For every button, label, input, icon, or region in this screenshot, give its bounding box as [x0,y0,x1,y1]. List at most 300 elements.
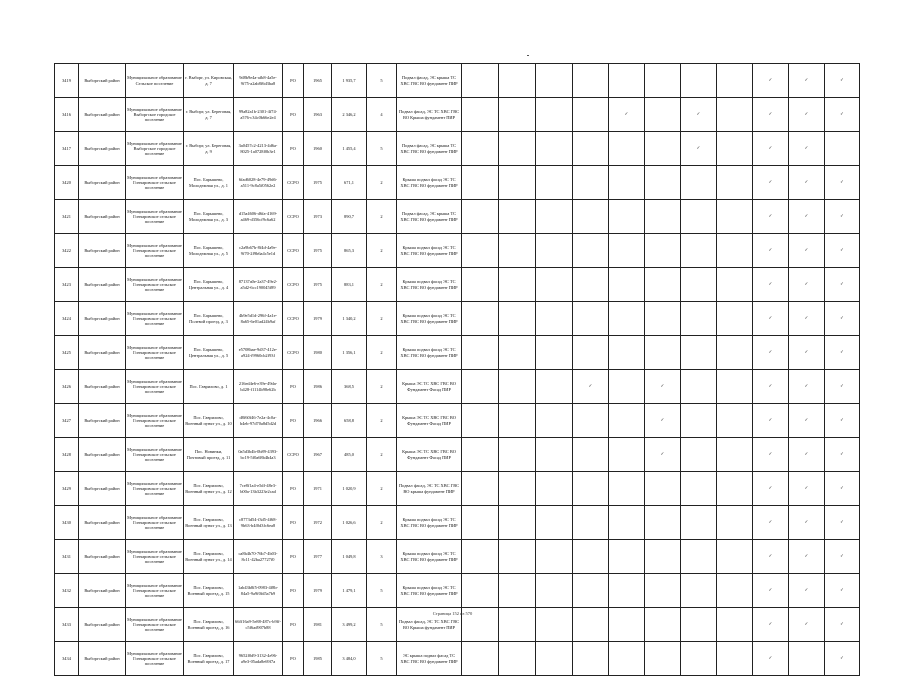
work-cell-9 [753,132,789,166]
address: Пос. Гаврилово, Военный проезд, д. 17 [184,642,234,676]
floors: 5 [367,132,397,166]
build-year: 1973 [304,200,332,234]
checkmark-icon: ✓ [768,247,773,253]
floors: 2 [367,234,397,268]
work-cell-5 [609,472,645,506]
checkmark-icon: ✓ [804,485,809,491]
checkmark-icon: ✓ [624,111,629,117]
work-cell-7 [681,370,717,404]
work-cell-7 [681,268,717,302]
owner: Муниципальное образование Гончаровское сельское поселение [126,234,184,268]
checkmark-icon: ✓ [768,213,773,219]
checkmark-icon: ✓ [696,145,701,151]
work-cell-8 [717,438,753,472]
table-row [55,200,860,234]
work-cell-9 [753,540,789,574]
owner: Муниципальное образование Гончаровское сельское поселение [126,642,184,676]
table-row [55,540,860,574]
checkmark-icon: ✓ [804,519,809,525]
building-guid: c2a9b67b-8f4d-4a9e-9f70-2f9b6a4c5e1d [234,234,283,268]
floors: 2 [367,302,397,336]
building-guid: e5708bae-9d37-412e-a924-f9960cb2f93f [234,336,283,370]
work-cell-5 [609,404,645,438]
district: Выборгский район [79,200,126,234]
checkmark-icon: ✓ [588,383,593,389]
work-cell-6 [645,200,681,234]
work-cell-6 [645,506,681,540]
floors: 3 [367,540,397,574]
checkmark-icon: ✓ [804,111,809,117]
work-cell-4 [573,200,609,234]
work-cell-2 [499,438,536,472]
work-cell-5 [609,166,645,200]
work-cell-11 [825,574,860,608]
work-cell-5 [609,438,645,472]
work-cell-10 [789,200,825,234]
checkmark-icon: ✓ [804,179,809,185]
district: Выборгский район [79,64,126,98]
work-cell-8 [717,234,753,268]
floors: 5 [367,64,397,98]
owner: Муниципальное образование Гончаровское сельское поселение [126,438,184,472]
build-year: 1975 [304,234,332,268]
work-cell-5 [609,200,645,234]
work-cell-2 [499,98,536,132]
checkmark-icon: ✓ [768,553,773,559]
area: 1 340,2 [332,302,367,336]
work-cell-3 [536,234,573,268]
work-cell-8 [717,540,753,574]
building-type: РО [283,132,304,166]
planned-works: Крыша подвал фасад ЭС ТС ХВС ГВС ВО фундамент ПИР [397,166,462,200]
area: 658,8 [332,404,367,438]
address: г. Выборг, ул. Береговая, д. 7 [184,98,234,132]
checkmark-icon: ✓ [660,417,665,423]
work-cell-1 [462,438,499,472]
work-cell-2 [499,370,536,404]
work-cell-10 [789,64,825,98]
building-guid: c8773d54-f3d5-4f68-9b63-b4f0d3fc6ea8 [234,506,283,540]
work-cell-1 [462,302,499,336]
work-cell-3 [536,166,573,200]
work-cell-2 [499,268,536,302]
address: Пос. Барышево, Центральная ул., д. 5 [184,336,234,370]
work-cell-2 [499,336,536,370]
row-number: 3426 [55,370,79,404]
work-cell-7 [681,438,717,472]
owner: Муниципальное образование Гончаровское сельское поселение [126,302,184,336]
work-cell-4 [573,132,609,166]
table-row [55,404,860,438]
work-cell-6 [645,574,681,608]
build-year: 1975 [304,268,332,302]
district: Выборгский район [79,132,126,166]
checkmark-icon: ✓ [804,553,809,559]
checkmark-icon: ✓ [768,383,773,389]
work-cell-9 [753,302,789,336]
build-year: 1981 [304,608,332,642]
row-number: 3424 [55,302,79,336]
area: 1 455,4 [332,132,367,166]
work-cell-8 [717,370,753,404]
work-cell-3 [536,132,573,166]
work-cell-10 [789,472,825,506]
work-cell-6 [645,234,681,268]
work-cell-2 [499,302,536,336]
build-year: 1977 [304,540,332,574]
work-cell-2 [499,506,536,540]
work-cell-4 [573,540,609,574]
district: Выборгский район [79,268,126,302]
work-cell-9 [753,438,789,472]
district: Выборгский район [79,234,126,268]
address: Пос. Барышево, Молодежная ул., д. 5 [184,234,234,268]
work-cell-5 [609,98,645,132]
row-number: 3419 [55,64,79,98]
district: Выборгский район [79,98,126,132]
work-cell-1 [462,506,499,540]
address: Пос. Гаврилово, Военный пункт ул., д. 14 [184,540,234,574]
building-type: РО [283,608,304,642]
checkmark-icon: ✓ [840,383,844,389]
work-cell-2 [499,200,536,234]
floors: 2 [367,200,397,234]
work-cell-3 [536,64,573,98]
work-cell-4 [573,438,609,472]
work-cell-2 [499,540,536,574]
checkmark-icon: ✓ [804,383,809,389]
building-guid: 99a82a1b-2301-4f74-a576-c34c0b66e2e4 [234,98,283,132]
district: Выборгский район [79,608,126,642]
work-cell-9 [753,64,789,98]
work-cell-4 [573,98,609,132]
address: Пос. Гаврилово, Военный проезд, д. 16 [184,608,234,642]
checkmark-icon: ✓ [768,519,773,525]
owner: Муниципальное образование Гончаровское сельское поселение [126,370,184,404]
area: 3 499,2 [332,608,367,642]
work-cell-8 [717,98,753,132]
work-cell-1 [462,234,499,268]
checkmark-icon: ✓ [840,587,844,593]
work-cell-11 [825,64,860,98]
building-type: ССРО [283,336,304,370]
address: Пос. Новинки, Почтовый проезд, д. 11 [184,438,234,472]
address: Пос. Барышево, Молодежная ул., д. 1 [184,166,234,200]
area: 865,3 [332,234,367,268]
work-cell-5 [609,506,645,540]
work-cell-2 [499,234,536,268]
work-cell-10 [789,132,825,166]
work-cell-7 [681,642,717,676]
work-cell-3 [536,268,573,302]
work-cell-6 [645,642,681,676]
work-cell-3 [536,98,573,132]
table-row [55,642,860,676]
row-number: 3417 [55,132,79,166]
table-row [55,132,860,166]
work-cell-10 [789,642,825,676]
build-year: 1966 [304,404,332,438]
building-guid: d15a4606-d6fa-4169-a469-d356cf9c6a62 [234,200,283,234]
work-cell-10 [789,234,825,268]
row-number: 3433 [55,608,79,642]
table-row [55,302,860,336]
building-type: ССРО [283,302,304,336]
build-year: 1975 [304,166,332,200]
work-cell-1 [462,200,499,234]
checkmark-icon: ✓ [768,587,773,593]
work-cell-3 [536,642,573,676]
work-cell-8 [717,132,753,166]
planned-works: Крыша ЭС ТС ХВС ГВС ВО Фундамент Фасад ПИР [397,438,462,472]
checkmark-icon: ✓ [768,417,773,423]
building-type: РО [283,472,304,506]
address: Пос. Гаврилово, Военный пункт ул., д. 13 [184,506,234,540]
floors: 5 [367,642,397,676]
planned-works: Крыша ЭС ТС ХВС ГВС ВО Фундамент Фасад ПИР [397,370,462,404]
row-number: 3427 [55,404,79,438]
checkmark-icon: ✓ [804,281,809,287]
checkmark-icon: ✓ [768,281,773,287]
work-cell-7 [681,200,717,234]
work-cell-9 [753,574,789,608]
work-cell-11 [825,472,860,506]
building-type: ССРО [283,166,304,200]
area: 671,1 [332,166,367,200]
row-number: 3432 [55,574,79,608]
district: Выборгский район [79,438,126,472]
work-cell-11 [825,268,860,302]
planned-works: ЭС крыша подвал фасад ТС ХВС ГВС ВО фундамент ПИР [397,642,462,676]
build-year: 1967 [304,438,332,472]
checkmark-icon: ✓ [840,77,844,83]
work-cell-4 [573,302,609,336]
building-type: РО [283,506,304,540]
work-cell-2 [499,404,536,438]
work-cell-2 [499,166,536,200]
work-cell-11 [825,166,860,200]
checkmark-icon: ✓ [840,417,844,423]
work-cell-4 [573,64,609,98]
checkmark-icon: ✓ [804,417,809,423]
work-cell-10 [789,336,825,370]
checkmark-icon: ✓ [660,451,665,457]
work-cell-9 [753,268,789,302]
row-number: 3430 [55,506,79,540]
work-cell-6 [645,438,681,472]
owner: Муниципальное образование Гончаровское сельское поселение [126,336,184,370]
work-cell-7 [681,336,717,370]
build-year: 1971 [304,472,332,506]
floors: 2 [367,336,397,370]
work-cell-6 [645,540,681,574]
owner: Муниципальное образование Выборгское городское поселение [126,98,184,132]
work-cell-1 [462,132,499,166]
building-guid: 1ab43b8f5-0983-4f8b-84a5-9a9f0fd5a7b9 [234,574,283,608]
checkmark-icon: ✓ [804,349,809,355]
work-cell-6 [645,268,681,302]
owner: Муниципальное образование Гончаровское сельское поселение [126,540,184,574]
work-cell-3 [536,506,573,540]
work-cell-1 [462,98,499,132]
work-cell-10 [789,166,825,200]
checkmark-icon: ✓ [768,315,773,321]
row-number: 3416 [55,98,79,132]
work-cell-10 [789,268,825,302]
address: г. Выборг, ул. Береговая, д. 9 [184,132,234,166]
building-guid: 87137a0e-2a37-49e2-a5d2-6cc190045f89 [234,268,283,302]
district: Выборгский район [79,336,126,370]
owner: Муниципальное образование Гончаровское сельское поселение [126,506,184,540]
work-cell-11 [825,438,860,472]
table-body [55,64,860,676]
work-cell-5 [609,540,645,574]
building-guid: 66ff16a9-5e88-487c-b9ff-c5f6ad907b88 [234,608,283,642]
work-cell-6 [645,132,681,166]
row-number: 3428 [55,438,79,472]
area: 1 049,8 [332,540,367,574]
work-cell-6 [645,370,681,404]
work-cell-1 [462,166,499,200]
work-cell-8 [717,642,753,676]
planned-works: Крыша подвал фасад ЭС ТС ХВС ГВС ВО фундамент ПИР [397,574,462,608]
checkmark-icon: ✓ [768,111,773,117]
district: Выборгский район [79,642,126,676]
floors: 2 [367,438,397,472]
checkmark-icon: ✓ [768,349,773,355]
work-cell-3 [536,200,573,234]
building-type: РО [283,540,304,574]
work-cell-2 [499,574,536,608]
address: г. Выборг, ул. Кировская, д. 7 [184,64,234,98]
work-cell-6 [645,64,681,98]
area: 1 356,1 [332,336,367,370]
building-type: РО [283,574,304,608]
row-number: 3429 [55,472,79,506]
checkmark-icon: ✓ [804,587,809,593]
checkmark-icon: ✓ [696,111,701,117]
work-cell-4 [573,268,609,302]
planned-works: Крыша ЭС ТС ХВС ГВС ВО Фундамент Фасад ПИР [397,404,462,438]
owner: Муниципальное образование Гончаровское сельское поселение [126,200,184,234]
area: 890,7 [332,200,367,234]
checkmark-icon: ✓ [840,485,844,491]
work-cell-4 [573,234,609,268]
planned-works: Крыша подвал фасад ЭС ТС ХВС ГВС ВО фундамент ПИР [397,506,462,540]
work-cell-6 [645,302,681,336]
build-year: 1980 [304,336,332,370]
district: Выборгский район [79,404,126,438]
area: 1 479,1 [332,574,367,608]
table-row [55,166,860,200]
work-cell-3 [536,302,573,336]
work-cell-3 [536,472,573,506]
floors: 5 [367,608,397,642]
owner: Муниципальное образование Выборгское городское поселение [126,132,184,166]
work-cell-1 [462,336,499,370]
area: 368,5 [332,370,367,404]
work-cell-5 [609,302,645,336]
area: 1 020,9 [332,472,367,506]
housing-register-table [54,63,860,676]
work-cell-7 [681,472,717,506]
work-cell-7 [681,98,717,132]
work-cell-1 [462,642,499,676]
address: Пос. Барышево, Молодежная ул., д. 3 [184,200,234,234]
checkmark-icon: ✓ [840,315,844,321]
building-type: РО [283,404,304,438]
floors: 2 [367,370,397,404]
building-type: ССРО [283,200,304,234]
work-cell-8 [717,404,753,438]
checkmark-icon: ✓ [840,451,844,457]
work-cell-5 [609,234,645,268]
work-cell-8 [717,268,753,302]
table-row [55,472,860,506]
table-row [55,268,860,302]
work-cell-8 [717,472,753,506]
work-cell-5 [609,336,645,370]
work-cell-9 [753,642,789,676]
stray-mark [527,55,529,56]
work-cell-1 [462,268,499,302]
building-guid: 216ed4e6-e39e-49da-b428-f1114b98e62b [234,370,283,404]
owner: Муниципальное образование Гончаровское сельское поселение [126,608,184,642]
building-guid: 4b9e5d1d-296f-4a1e-8a65-6e01ad24b9af [234,302,283,336]
checkmark-icon: ✓ [660,383,665,389]
work-cell-8 [717,64,753,98]
address: Пос. Гаврилово, Военный пункт ул., д. 12 [184,472,234,506]
work-cell-11 [825,200,860,234]
work-cell-4 [573,574,609,608]
checkmark-icon: ✓ [804,247,809,253]
table-row [55,574,860,608]
planned-works: Подвал фасад, ЭС крыша ТС ХВС ГВС ВО фундамент ПИР [397,132,462,166]
work-cell-10 [789,370,825,404]
planned-works: Крыша подвал фасад ЭС ТС ХВС ГВС ВО фундамент ПИР [397,336,462,370]
checkmark-icon: ✓ [840,553,844,559]
table-row [55,98,860,132]
work-cell-11 [825,302,860,336]
work-cell-9 [753,506,789,540]
building-guid: 0a5d3b4b-0b89-4393-bc19-5f0a68b4b4a3 [234,438,283,472]
checkmark-icon: ✓ [840,519,844,525]
table-row [55,336,860,370]
floors: 4 [367,98,397,132]
building-type: ССРО [283,268,304,302]
work-cell-5 [609,574,645,608]
work-cell-10 [789,574,825,608]
checkmark-icon: ✓ [768,145,773,151]
owner: Муниципальное образование Гончаровское сельское поселение [126,472,184,506]
work-cell-11 [825,370,860,404]
work-cell-1 [462,574,499,608]
building-guid: 7ce8f1a4-e5df-48e3-b00a-13b3223e2cad [234,472,283,506]
row-number: 3431 [55,540,79,574]
work-cell-4 [573,370,609,404]
building-guid: 6fad6028-4e79-49d6-a511-9c8a5f0562e2 [234,166,283,200]
work-cell-7 [681,132,717,166]
planned-works: Подвал фасад, ЭС крыша ТС ХВС ГВС ВО фундамент ПИР [397,64,462,98]
work-cell-3 [536,404,573,438]
work-cell-1 [462,472,499,506]
work-cell-7 [681,540,717,574]
build-year: 1963 [304,98,332,132]
table-row [55,506,860,540]
work-cell-6 [645,98,681,132]
floors: 2 [367,404,397,438]
floors: 2 [367,472,397,506]
